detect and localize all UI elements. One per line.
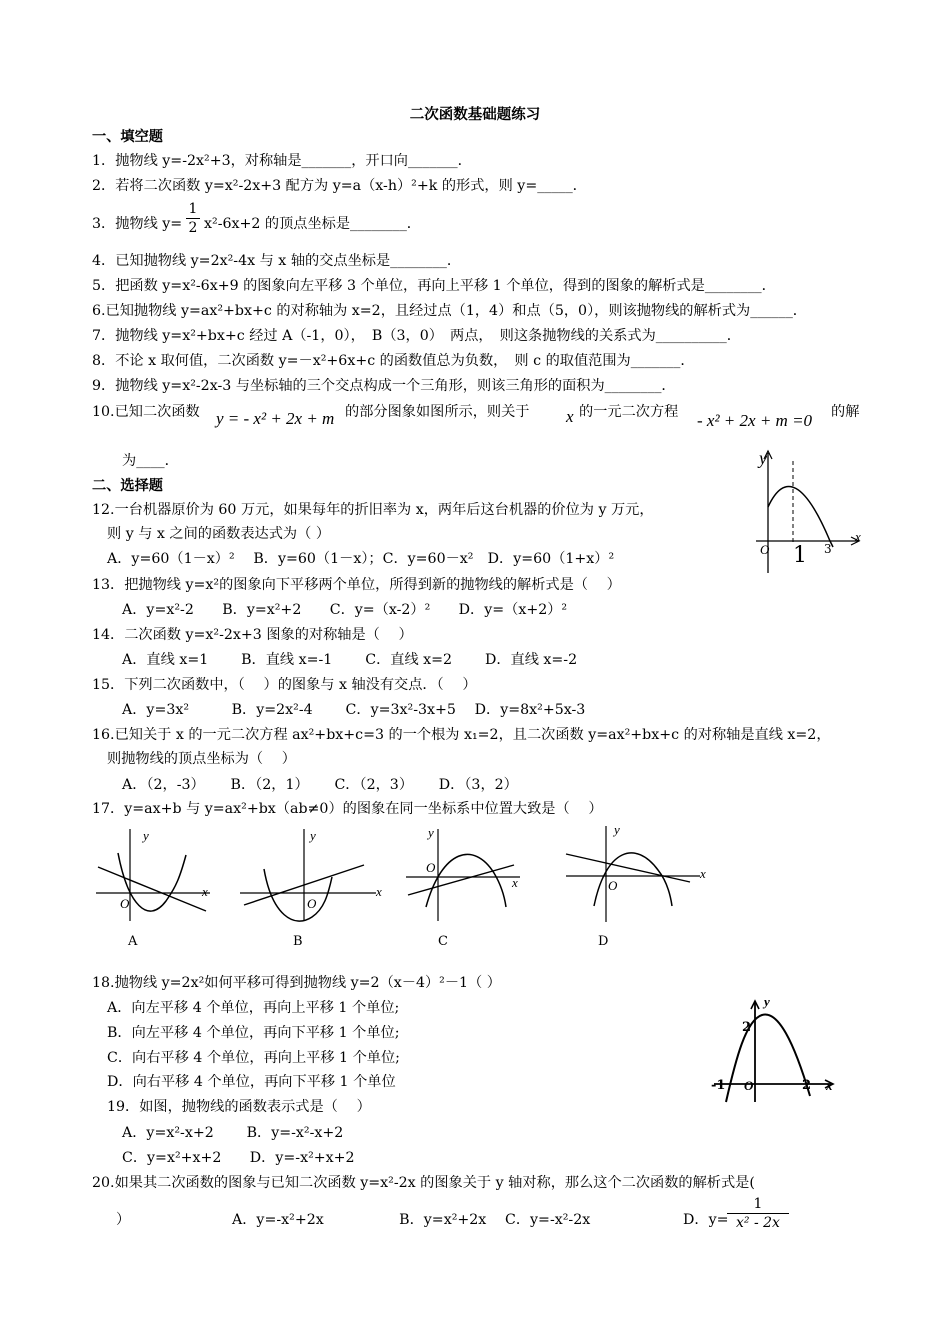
q17-label-a: A: [128, 934, 138, 949]
fraction-denominator: x² - 2x: [736, 1215, 780, 1231]
question-16-line-2: 则抛物线的顶点坐标为（ ）: [107, 751, 296, 767]
q19-two-x-label: 2: [802, 1078, 812, 1093]
question-10-part-a: 10.已知二次函数: [92, 404, 200, 420]
question-13-options: A．y=x²-2 B．y=x²+2 C．y=（x-2）² D．y=（x+2）²: [122, 602, 568, 618]
question-8: 8．不论 x 取何值，二次函数 y=－x²+6x+c 的函数值总为负数， 则 c 的取值范围为_______．: [92, 353, 695, 369]
question-2: 2．若将二次函数 y=x²-2x+3 配方为 y=a（x-h）²+k 的形式，则 y=_____．: [92, 178, 587, 194]
q17a-origin: O: [120, 896, 130, 911]
q17b-origin: O: [307, 896, 317, 911]
q17-label-b: B: [293, 934, 303, 949]
q17b-y-label: y: [310, 828, 316, 843]
q17-label-d: D: [598, 934, 609, 949]
question-3-fraction: [186, 201, 200, 236]
q17-graph-d: [560, 822, 710, 926]
q17-label-c: C: [438, 934, 448, 949]
fraction-numerator: 1: [753, 1196, 763, 1212]
question-13: 13．把抛物线 y=x²的图象向下平移两个单位，所得到新的抛物线的解析式是（ ）: [92, 577, 621, 593]
question-9: 9．抛物线 y=x²-2x-3 与坐标轴的三个交点构成一个三角形，则该三角形的面积为________．: [92, 378, 676, 394]
question-10-part-e: 为____．: [122, 453, 179, 469]
q19-neg1-label: -1: [711, 1078, 726, 1093]
question-4: 4．已知抛物线 y=2x²-4x 与 x 轴的交点坐标是________．: [92, 253, 462, 269]
q17d-y-label: y: [614, 822, 620, 837]
question-12-line-2: 则 y 与 x 之间的函数表达式为（ ）: [107, 526, 331, 542]
question-20-option-d-fraction: [727, 1196, 789, 1231]
question-5: 5．把函数 y=x²-6x+9 的图象向左平移 3 个单位，再向上平移 1 个单位，得到的图象的解析式是________．: [92, 278, 776, 294]
question-3-prefix: 3．抛物线 y=: [92, 216, 183, 232]
section-fill-in: 一、填空题: [92, 129, 163, 145]
q10-three-label: 3: [824, 542, 832, 556]
question-16-options: A．（2，-3） B．（2，1） C．（2，3） D．（3，2）: [122, 777, 518, 793]
question-20-option-d-prefix: D．y=: [683, 1212, 729, 1228]
question-10-part-d: 的解: [831, 404, 860, 420]
page-title: 二次函数基础题练习: [409, 107, 541, 123]
q19-two-y-label: 2: [742, 1020, 752, 1035]
question-20-options: A．y=-x²+2x B．y=x²+2x C．y=-x²-2x: [232, 1212, 591, 1228]
question-6: 6.已知抛物线 y=ax²+bx+c 的对称轴为 x=2，且经过点（1，4）和点（5，0），则该抛物线的解析式为______．: [92, 303, 807, 319]
straight-line: [566, 854, 690, 882]
question-12-line-1: 12.一台机器原价为 60 万元，如果每年的折旧率为 x，两年后这台机器的价位为 y 万元，: [92, 502, 654, 518]
q19-origin-label: O: [744, 1078, 754, 1093]
q17c-origin: O: [426, 860, 436, 875]
q17d-x-label: x: [700, 866, 706, 881]
question-18-option-a: A．向左平移 4 个单位，再向上平移 1 个单位;: [107, 1000, 400, 1016]
question-3-suffix: x²-6x+2 的顶点坐标是________．: [204, 216, 421, 232]
straight-line: [98, 867, 206, 911]
section-multiple-choice: 二、选择题: [92, 478, 163, 494]
q10-one-label: 1: [793, 543, 807, 568]
q17a-x-label: x: [202, 884, 208, 899]
question-14-options: A．直线 x=1 B．直线 x=-1 C．直线 x=2 D．直线 x=-2: [122, 652, 578, 668]
q10-origin-label: O: [760, 542, 770, 557]
q17c-y-label: y: [428, 825, 434, 840]
q17a-y-label: y: [143, 828, 149, 843]
question-19: 19．如图，抛物线的函数表示式是（ ）: [107, 1099, 371, 1115]
question-16-line-1: 16.已知关于 x 的一元二次方程 ax²+bx+c=3 的一个根为 x₁=2，且二次函数 y=ax²+bx+c 的对称轴是直线 x=2，: [92, 727, 831, 743]
question-18-option-c: C．向右平移 4 个单位，再向上平移 1 个单位;: [107, 1050, 400, 1066]
fraction-denominator: 2: [188, 220, 198, 236]
question-17: 17．y=ax+b 与 y=ax²+bx（ab≠0）的图象在同一坐标系中位置大致是（ ）: [92, 801, 603, 817]
parabola-curve: [726, 1014, 810, 1102]
question-1: 1．抛物线 y=-2x²+3，对称轴是_______，开口向_______．: [92, 153, 472, 169]
q17-graph-a: [92, 825, 217, 925]
parabola-curve: [768, 486, 833, 547]
q10-y-label: y: [759, 448, 767, 468]
question-18-option-d: D．向右平移 4 个单位，再向下平移 1 个单位: [107, 1074, 396, 1090]
question-19-options-row-1: A．y=x²-x+2 B．y=-x²-x+2: [122, 1125, 344, 1141]
q19-x-label: x: [826, 1078, 833, 1093]
question-10-part-b: 的部分图象如图所示，则关于: [345, 404, 530, 420]
question-10-variable: x: [566, 407, 574, 426]
question-10-equation: - x² + 2x + m =0: [697, 411, 813, 430]
question-20-close-paren: ）: [116, 1212, 131, 1228]
question-19-graph: [710, 996, 840, 1106]
q17b-x-label: x: [376, 884, 382, 899]
question-14: 14．二次函数 y=x²-2x+3 图象的对称轴是（ ）: [92, 627, 413, 643]
question-18-option-b: B．向左平移 4 个单位，再向下平移 1 个单位;: [107, 1025, 400, 1041]
question-19-options-row-2: C．y=x²+x+2 D．y=-x²+x+2: [122, 1150, 355, 1166]
question-7: 7．抛物线 y=x²+bx+c 经过 A（-1，0）， B（3，0） 两点， 则这条抛物线的关系式为__________．: [92, 328, 741, 344]
question-20-line-1: 20.如果其二次函数的图象与已知二次函数 y=x²-2x 的图象关于 y 轴对称，那么这个二次函数的解析式是(: [92, 1175, 755, 1191]
q17c-x-label: x: [512, 875, 518, 890]
q19-y-label: y: [764, 994, 770, 1009]
question-18: 18.抛物线 y=2x²如何平移可得到抛物线 y=2（x－4）²－1（ ）: [92, 975, 501, 991]
fraction-numerator: 1: [188, 201, 198, 217]
q10-x-label: x: [855, 529, 861, 544]
q17-graph-c: [402, 825, 527, 925]
question-10-part-c: 的一元二次方程: [579, 404, 679, 420]
question-12-options: A．y=60（1－x）² B．y=60（1－x）；C．y=60－x² D．y=60（1+x）²: [107, 551, 615, 567]
question-15-options: A．y=3x² B．y=2x²-4 C．y=3x²-3x+5 D．y=8x²+5x-3: [122, 702, 586, 718]
question-15: 15．下列二次函数中，（ ）的图象与 x 轴没有交点．（ ）: [92, 677, 477, 693]
q17d-origin: O: [608, 878, 618, 893]
question-10-function: y = - x² + 2x + m: [216, 409, 335, 428]
